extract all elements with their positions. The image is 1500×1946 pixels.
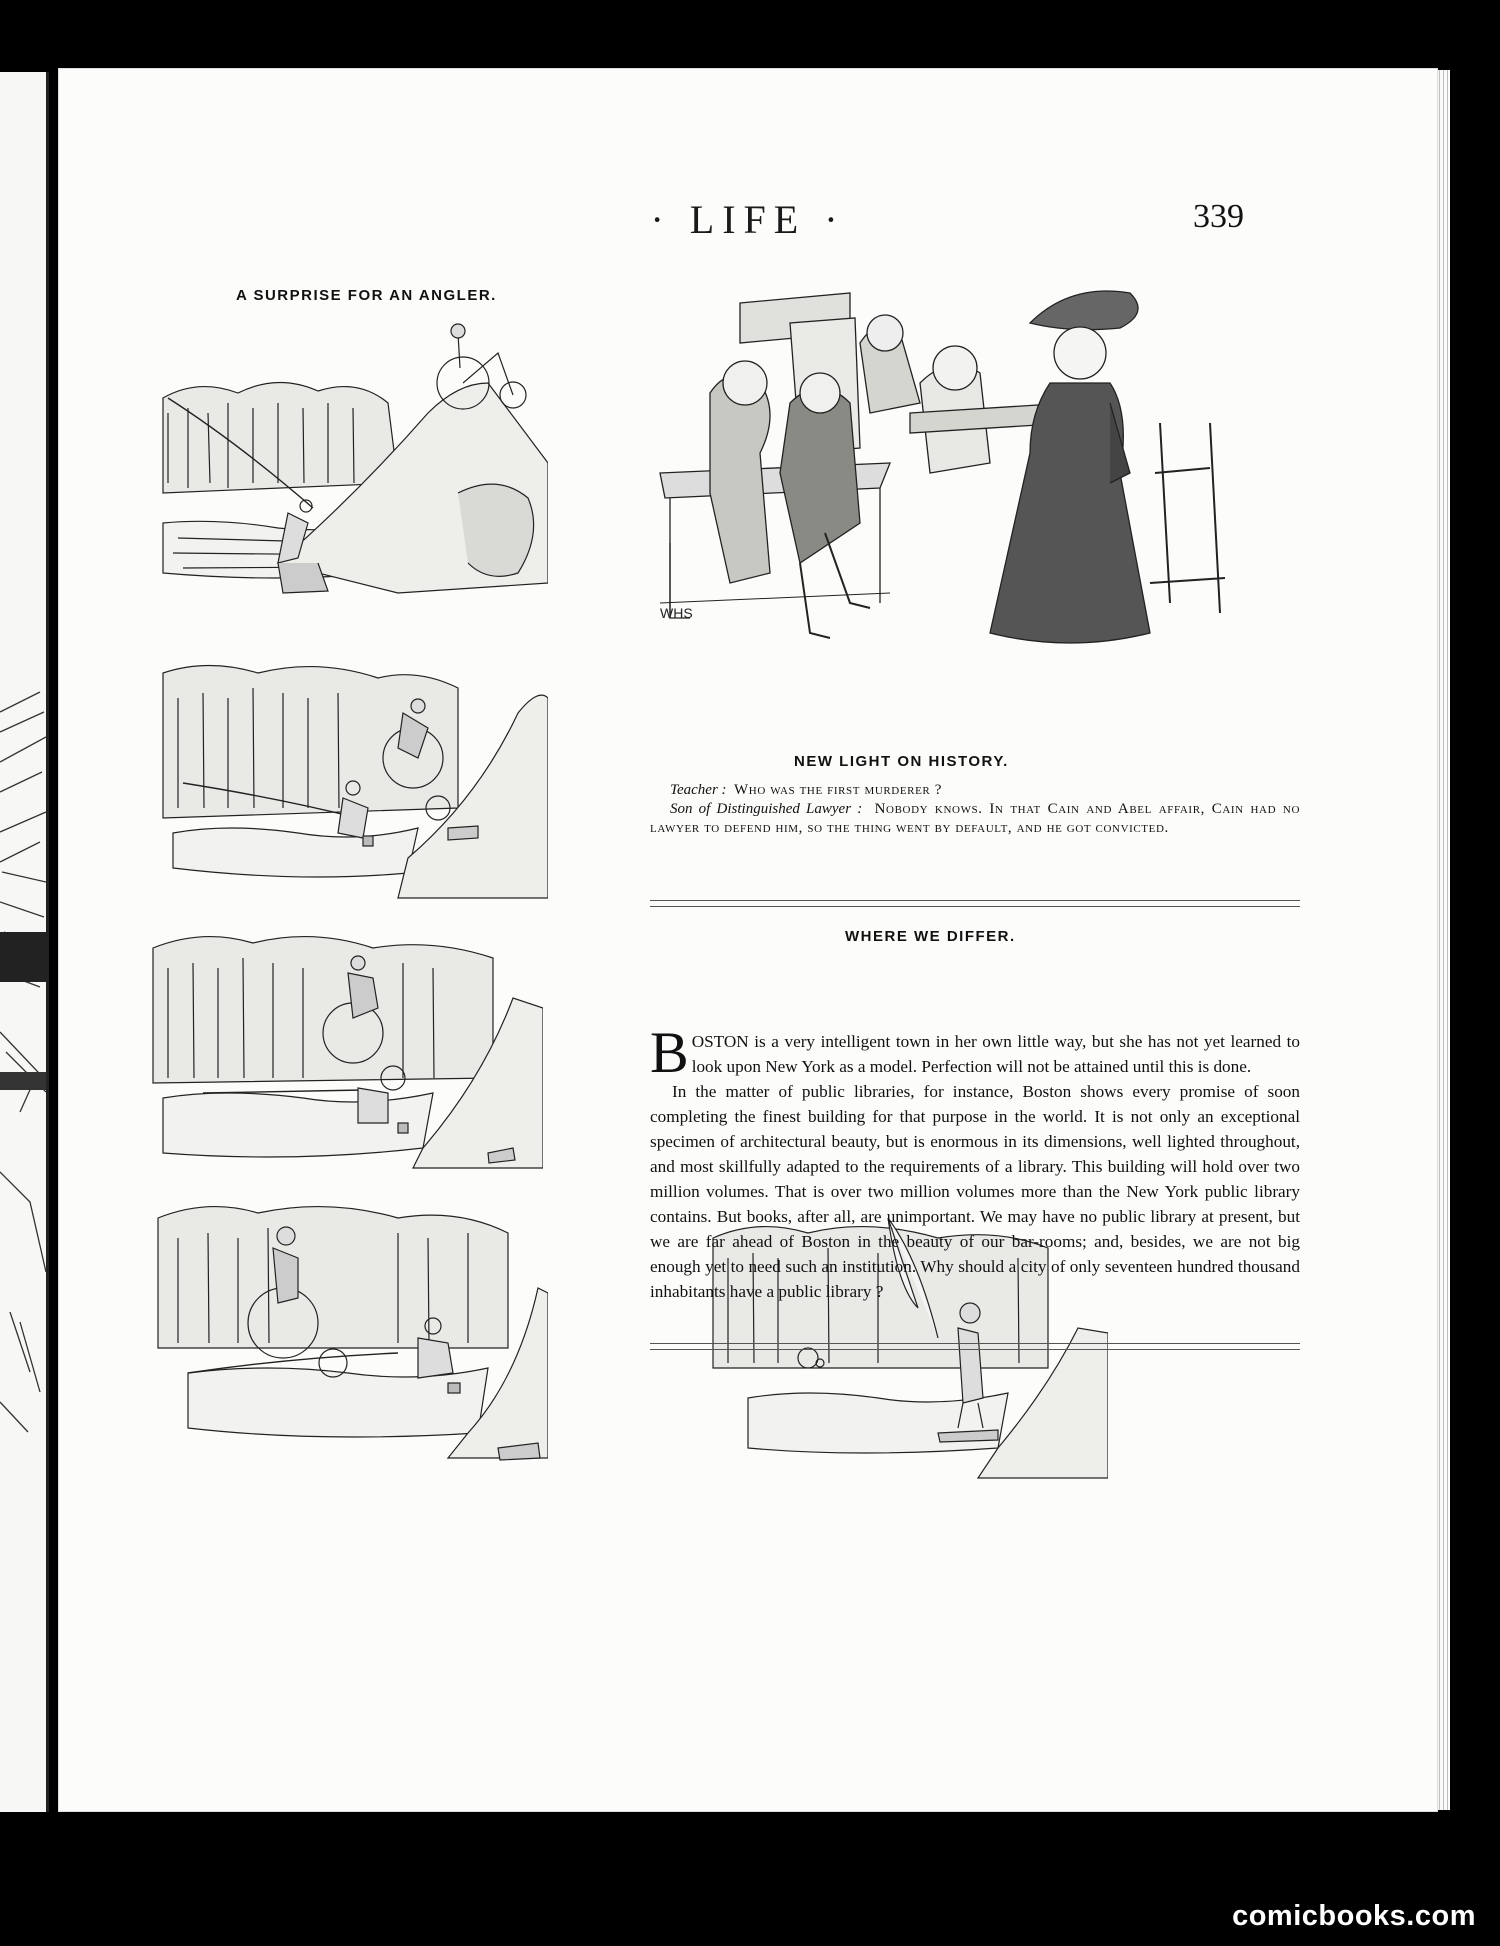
drop-cap: B (650, 1020, 689, 1085)
adjacent-page-sliver (0, 72, 49, 1812)
angler-panel-2 (158, 658, 548, 908)
history-title: NEW LIGHT ON HISTORY. (794, 753, 1009, 770)
differ-paragraph-1 (650, 1020, 1300, 1085)
history-dialogue (650, 781, 1300, 838)
son-line: Nobody knows. In that Cain and Abel affair, Cain had no lawyer to defend him, so the thing went by default, and he got convicted. (650, 801, 1301, 836)
first-word: OSTON (691, 1032, 749, 1051)
differ-title: WHERE WE DIFFER. (845, 928, 1016, 945)
angler-panel-4 (148, 1178, 548, 1468)
angler-title: A SURPRISE FOR AN ANGLER. (236, 287, 497, 304)
page-number: 339 (1193, 198, 1244, 235)
paragraph-1-text: is a very intelligent town in her own little way, but she has not yet learned to look upon New York as a model. Perfection will not be attained until this is done. (691, 1032, 1300, 1076)
section-divider-bottom (650, 1343, 1300, 1350)
speaker-teacher: Teacher : (670, 782, 727, 798)
magazine-page (58, 68, 1438, 1812)
teacher-line: Who was the first murderer ? (734, 782, 942, 798)
artist-mark: WHS (660, 605, 693, 621)
differ-paragraph-2: In the matter of public libraries, for instance, Boston shows every promise of soon completing the finest building for that purpose in the world. It is not only an exceptional specimen of architectural beauty, but is enormous in its dimensions, well lighted throughout, and most skillfully adapted to the requirements of a library. This building will hold over two million volumes. That is over two million volumes more than the New York public library contains. But books, after all, are unimportant. We may have no public library at present, but we are far ahead of Boston in the beauty of our bar-rooms; and, besides, we are not big enough yet to need such an institution. Why should a city of only seventeen hundred thousand inhabitants have a public library ? (650, 1082, 1300, 1301)
angler-panel-3 (143, 918, 543, 1178)
differ-article (650, 1020, 1300, 1304)
speaker-son: Son of Distinguished Lawyer : (670, 801, 863, 817)
watermark: comicbooks.com (1232, 1900, 1476, 1932)
history-illustration (650, 273, 1300, 673)
angler-panel-1 (158, 323, 548, 633)
masthead-title: · LIFE · (650, 197, 846, 242)
section-divider-top (650, 900, 1300, 907)
